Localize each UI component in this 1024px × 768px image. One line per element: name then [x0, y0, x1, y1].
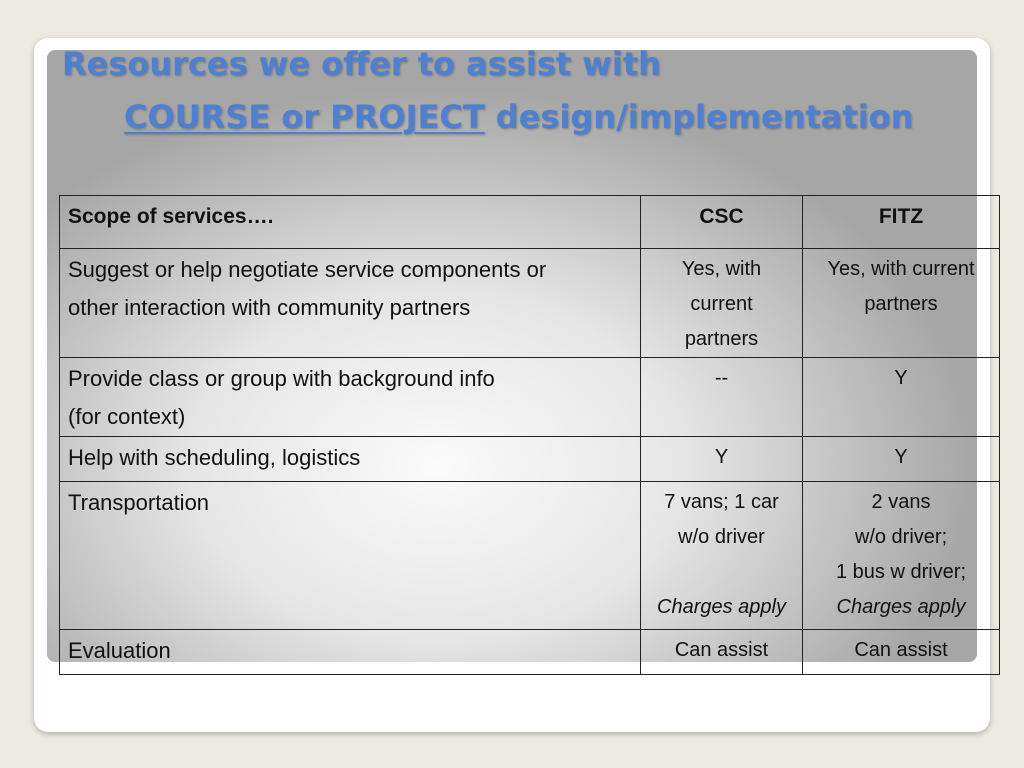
cell-text: w/o driver; [854, 526, 948, 548]
cell-text: current [690, 293, 753, 315]
table-row [60, 630, 1000, 675]
header-scope: Scope of services…. [60, 196, 641, 249]
header-csc: CSC [641, 196, 803, 249]
cell-text: Provide class or group with background info [68, 366, 495, 391]
cell-text: Yes, with current [827, 258, 975, 280]
cell-text: Can assist [674, 639, 769, 661]
cell-text: Y [894, 446, 908, 468]
services-table [59, 195, 1000, 675]
csc-cell [641, 358, 803, 437]
cell-text: Evaluation [68, 638, 171, 663]
cell-text: Help with scheduling, logistics [68, 445, 361, 470]
cell-text: Suggest or help negotiate service components or [68, 257, 547, 282]
scope-cell [60, 437, 641, 482]
cell-text: -- [714, 367, 729, 389]
cell-text: 7 vans; 1 car [664, 491, 779, 513]
table-row [60, 437, 1000, 482]
cell-text: (for context) [68, 404, 186, 429]
slide-title-line-2 [124, 98, 914, 136]
fitz-cell [803, 437, 1000, 482]
table-row [60, 358, 1000, 437]
table-row [60, 249, 1000, 358]
scope-cell [60, 249, 641, 358]
cell-text: w/o driver [678, 526, 765, 548]
cell-text: Can assist [854, 639, 948, 661]
cell-text: other interaction with community partners [68, 295, 471, 320]
header-fitz: FITZ [803, 196, 1000, 249]
csc-cell [641, 630, 803, 675]
slide-title-underlined: COURSE or PROJECT [124, 98, 485, 136]
csc-cell [641, 437, 803, 482]
cell-text: Charges apply [836, 596, 966, 618]
scope-cell [60, 630, 641, 675]
scope-cell [60, 482, 641, 630]
fitz-cell [803, 249, 1000, 358]
fitz-cell [803, 482, 1000, 630]
cell-text: Yes, with [681, 258, 762, 280]
csc-cell [641, 249, 803, 358]
cell-text: partners [864, 293, 938, 315]
table-row [60, 482, 1000, 630]
cell-spacer [643, 555, 800, 590]
fitz-cell [803, 630, 1000, 675]
cell-text: Y [894, 367, 908, 389]
csc-cell [641, 482, 803, 630]
cell-text: Y [714, 446, 729, 468]
cell-text: partners [684, 328, 759, 350]
fitz-cell [803, 358, 1000, 437]
cell-text: 1 bus w driver; [835, 561, 967, 583]
table-header-row [60, 196, 1000, 249]
slide-title-rest: design/implementation [484, 98, 914, 136]
cell-text: Charges apply [657, 596, 786, 618]
cell-text: Transportation [68, 490, 210, 515]
cell-text: 2 vans [871, 491, 931, 513]
scope-cell [60, 358, 641, 437]
slide-title-line-1: Resources we offer to assist with [62, 45, 661, 83]
